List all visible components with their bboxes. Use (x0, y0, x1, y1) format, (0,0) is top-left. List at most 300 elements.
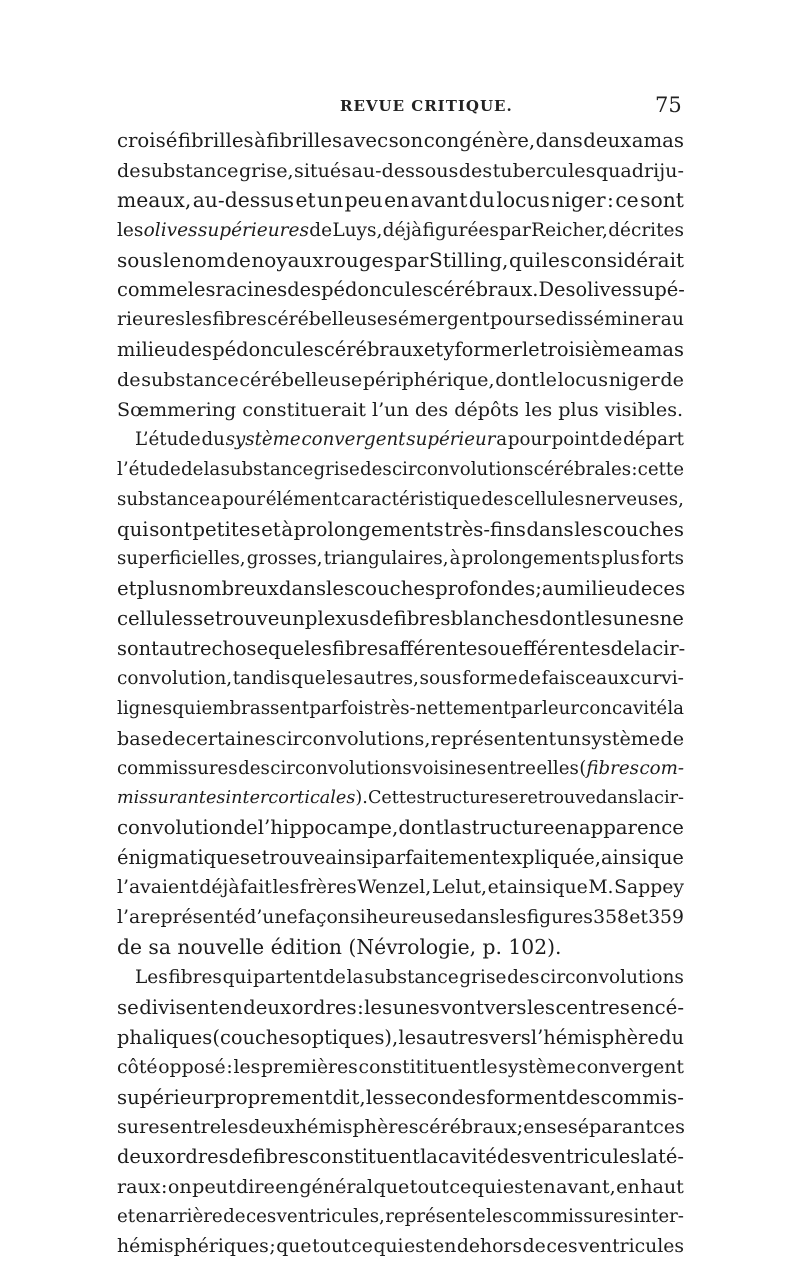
text-fragment: en (218, 995, 243, 1019)
text-fragment: vers (484, 995, 527, 1019)
text-fragment: très-nettement (373, 697, 511, 719)
text-fragment: en (275, 1175, 299, 1199)
text-fragment: système (498, 1056, 576, 1078)
text-fragment: ces (653, 1115, 685, 1139)
text-fragment: un (279, 607, 305, 631)
text-fragment: ce (449, 1175, 472, 1199)
word (117, 873, 199, 903)
word (164, 1142, 228, 1172)
text-fragment: de (228, 1145, 253, 1169)
text-fragment: par (499, 219, 531, 241)
word (531, 1023, 659, 1053)
text-fragment: couches (354, 577, 436, 601)
text-fragment: ce (351, 1235, 373, 1257)
text-fragment: tubercules (492, 158, 596, 182)
text-fragment: constitituent (358, 1056, 480, 1078)
text-fragment: qui (471, 1175, 503, 1199)
text-fragment: nombreux (178, 577, 279, 601)
text-fragment: se (117, 995, 139, 1019)
word (261, 515, 281, 545)
text-fragment: partent (252, 966, 323, 988)
word (372, 843, 500, 873)
text-line (117, 574, 684, 604)
text-fragment: unes (612, 607, 660, 631)
text-fragment: que (291, 668, 326, 690)
word (332, 216, 382, 246)
word (542, 574, 566, 604)
text-fragment: forts (640, 548, 684, 570)
word (364, 993, 392, 1023)
text-fragment: représente (385, 1206, 486, 1228)
text-fragment: blanches (450, 607, 540, 631)
word (536, 126, 583, 156)
text-fragment: sous (419, 668, 462, 690)
word (420, 664, 462, 694)
word (309, 694, 373, 724)
text-fragment: ventricules (578, 1235, 684, 1257)
text-fragment: en (616, 1175, 640, 1199)
text-fragment: les (398, 1025, 427, 1049)
text-fragment: et (487, 877, 507, 899)
word (168, 963, 221, 993)
text-fragment: avant, (556, 1175, 616, 1199)
word (233, 813, 257, 843)
text-fragment: la (443, 816, 462, 840)
word (323, 963, 346, 993)
word (117, 1112, 169, 1142)
word (398, 305, 490, 335)
text-fragment: dans (535, 129, 583, 152)
word (420, 1142, 438, 1172)
word (333, 1083, 366, 1113)
word (426, 1023, 489, 1053)
word (600, 425, 622, 455)
word (490, 305, 534, 335)
word (552, 873, 587, 903)
word (579, 694, 667, 724)
word (304, 634, 332, 664)
word (144, 216, 198, 246)
word (272, 873, 299, 903)
text-fragment: ventricules, (276, 1206, 385, 1228)
text-fragment: en (532, 1175, 556, 1199)
text-fragment: encé- (630, 995, 684, 1019)
word (117, 186, 191, 216)
text-fragment: départ (623, 428, 684, 450)
word (640, 186, 684, 216)
word (555, 993, 629, 1023)
word (579, 813, 684, 843)
word (169, 1112, 221, 1142)
text-fragment: représenté (140, 907, 245, 929)
word (149, 515, 192, 545)
text-fragment: en (523, 1115, 547, 1139)
word (248, 1112, 295, 1142)
text-fragment: et (117, 577, 137, 601)
word (276, 724, 431, 754)
text-fragment: Des (538, 278, 576, 302)
word (277, 1202, 385, 1232)
text-fragment: raux (117, 1175, 161, 1199)
text-fragment: se (240, 846, 262, 870)
text-fragment: les (185, 309, 213, 331)
text-line (117, 305, 684, 335)
text-line (117, 933, 684, 963)
word (512, 1202, 633, 1232)
word (117, 993, 139, 1023)
word (341, 485, 481, 515)
text-fragment: des (458, 158, 493, 182)
word (438, 1142, 497, 1172)
word (357, 993, 364, 1023)
text-fragment: que (373, 1175, 410, 1199)
text-fragment: ( (579, 757, 587, 779)
text-fragment: 359 (648, 907, 684, 929)
text-fragment: fibres (168, 966, 222, 988)
word (393, 993, 440, 1023)
text-fragment: olives (575, 278, 632, 302)
italic-fragment: olives (143, 219, 198, 241)
text-fragment: un (317, 187, 344, 212)
text-fragment: a (210, 488, 222, 510)
word (374, 1172, 410, 1202)
text-fragment: la (634, 637, 653, 661)
text-fragment: : (161, 1175, 168, 1199)
word (117, 156, 141, 186)
text-fragment: de (660, 368, 684, 392)
text-fragment: secondes (394, 1085, 486, 1109)
text-fragment: les (233, 1056, 261, 1078)
word (117, 544, 246, 574)
word (596, 784, 638, 814)
text-fragment: ainsi (601, 846, 648, 870)
word (247, 544, 323, 574)
word (117, 455, 181, 485)
text-fragment: superficielles, (117, 548, 246, 570)
text-fragment: des (497, 1145, 531, 1169)
word (389, 126, 424, 156)
text-fragment: amas (631, 129, 684, 152)
text-fragment: les (272, 877, 300, 899)
word (609, 365, 660, 395)
text-fragment: pour (507, 428, 551, 450)
text-fragment: l’a (117, 907, 141, 929)
word (253, 963, 322, 993)
text-fragment: en (135, 1206, 158, 1228)
text-fragment: si (350, 907, 366, 929)
text-fragment: grise (459, 966, 507, 988)
word (638, 784, 654, 814)
word (432, 873, 487, 903)
word (312, 1232, 351, 1262)
text-fragment: hémisphères (294, 1115, 419, 1139)
word (394, 1083, 486, 1113)
word (584, 604, 612, 634)
text-fragment: de (181, 458, 204, 480)
text-fragment: de (117, 158, 141, 182)
text-fragment: à (281, 517, 294, 541)
word (615, 186, 638, 216)
text-fragment: l’hémisphère (530, 1025, 659, 1049)
word (204, 455, 221, 485)
text-fragment: cérébelleuse (239, 368, 363, 392)
word (514, 485, 584, 515)
text-fragment: forment (486, 1085, 566, 1109)
word (532, 1172, 556, 1202)
word (251, 246, 323, 276)
word (556, 724, 581, 754)
text-fragment: frères (299, 877, 357, 899)
word (324, 335, 424, 365)
word (324, 246, 393, 276)
word (350, 903, 366, 933)
word (654, 784, 684, 814)
word (295, 186, 315, 216)
word (267, 305, 397, 335)
word (416, 784, 499, 814)
text-fragment: de (309, 219, 333, 241)
text-fragment: circonvolutions, (275, 726, 431, 750)
word (443, 335, 454, 365)
text-fragment: qui (117, 517, 149, 541)
word (630, 993, 684, 1023)
text-fragment: Cette (367, 787, 417, 808)
word (366, 1083, 394, 1113)
text-fragment: centres (555, 995, 630, 1019)
text-fragment: Sappey (614, 877, 684, 899)
text-fragment: le (163, 247, 182, 272)
text-fragment: expliquée, (499, 846, 601, 870)
text-fragment: ces (652, 577, 686, 601)
word (117, 126, 177, 156)
text-fragment: la (346, 966, 364, 988)
italic-fragment: supérieur (406, 428, 496, 450)
word (369, 604, 393, 634)
text-fragment: au (660, 309, 684, 331)
text-fragment: se (534, 309, 556, 331)
text-fragment: supérieur (117, 1085, 214, 1109)
word (542, 664, 630, 694)
text-fragment: la (637, 787, 655, 808)
text-fragment: embrassent (201, 697, 310, 719)
word (192, 515, 260, 545)
text-fragment: les (326, 577, 355, 601)
word (607, 186, 614, 216)
text-fragment: des (238, 757, 270, 779)
text-fragment: phaliques (117, 1025, 213, 1049)
text-fragment: avant (410, 187, 468, 212)
text-fragment: à (254, 129, 266, 152)
word (556, 305, 660, 335)
word (614, 873, 684, 903)
word (648, 843, 684, 873)
text-fragment: ne (659, 607, 684, 631)
text-fragment: constituent (308, 1145, 420, 1169)
text-fragment: de (660, 726, 684, 750)
word (394, 246, 428, 276)
text-fragment: l’hippocampe, (257, 816, 399, 840)
text-fragment: plus (136, 577, 179, 601)
word (632, 335, 683, 365)
word (269, 1232, 275, 1262)
text-fragment: Stilling, (429, 247, 509, 272)
word (419, 1112, 517, 1142)
word (253, 1142, 309, 1172)
text-fragment: milieu (117, 338, 178, 362)
word (631, 455, 637, 485)
text-fragment: Reicher, (531, 219, 608, 241)
word (611, 634, 635, 664)
word (163, 246, 181, 276)
word (449, 1172, 471, 1202)
word (240, 843, 261, 873)
text-fragment: à (449, 548, 461, 570)
text-fragment: et (117, 1206, 136, 1228)
word (117, 1083, 214, 1113)
word (117, 664, 232, 694)
word (629, 903, 648, 933)
word (186, 724, 276, 754)
text-fragment: trouve (214, 607, 280, 631)
word (117, 365, 141, 395)
word (661, 305, 684, 335)
word (309, 216, 332, 246)
word (444, 515, 526, 545)
word (488, 873, 507, 903)
text-fragment: locus (496, 187, 550, 212)
word (388, 634, 487, 664)
text-fragment: le (521, 338, 540, 362)
word (454, 335, 521, 365)
text-fragment: apparence (578, 816, 684, 840)
word (440, 993, 484, 1023)
word (423, 216, 499, 246)
text-fragment: dehors (456, 1235, 523, 1257)
text-fragment: pour (222, 488, 266, 510)
word (540, 365, 557, 395)
word (326, 574, 354, 604)
text-fragment: circonvolutions (270, 757, 412, 779)
word (299, 1172, 373, 1202)
word (523, 1112, 547, 1142)
text-fragment: les (541, 247, 571, 272)
text-fragment: en (554, 816, 579, 840)
text-fragment: énigmatique (117, 846, 240, 870)
text-line (117, 335, 684, 365)
text-fragment: sous (117, 247, 163, 272)
text-fragment: Les (135, 966, 168, 988)
text-fragment: son (388, 129, 424, 152)
word (542, 694, 579, 724)
text-fragment: niger (608, 368, 660, 392)
word (294, 156, 351, 186)
word (394, 604, 451, 634)
word (117, 903, 140, 933)
word (234, 1053, 261, 1083)
text-fragment: qui (508, 247, 542, 272)
text-fragment: opposé (158, 1056, 226, 1078)
word (254, 126, 266, 156)
word (275, 1172, 299, 1202)
text-fragment: fibrilles (266, 129, 343, 152)
text-fragment: de (518, 668, 541, 690)
text-fragment: nerveuses, (584, 488, 684, 510)
text-fragment: des (481, 488, 514, 510)
word (484, 993, 526, 1023)
text-fragment: ordres (164, 1145, 229, 1169)
word (568, 1112, 653, 1142)
text-fragment: périphérique, (362, 368, 495, 392)
word (364, 963, 458, 993)
word (623, 425, 684, 455)
running-head: REVUE CRITIQUE. (340, 97, 513, 115)
italic-fragment: missurantes (117, 787, 226, 808)
word (554, 813, 578, 843)
text-line (117, 1142, 684, 1172)
text-fragment: : (607, 187, 614, 212)
text-fragment: que (552, 877, 588, 899)
word (226, 784, 368, 814)
text-fragment: figures (526, 907, 593, 929)
word (360, 455, 392, 485)
word (424, 126, 535, 156)
word (585, 485, 684, 515)
text-fragment: chose (211, 637, 268, 661)
word (540, 335, 632, 365)
text-fragment: ainsi (506, 877, 552, 899)
text-fragment: laté- (640, 1145, 684, 1169)
text-fragment: dans (526, 517, 574, 541)
text-fragment: leur (542, 697, 580, 719)
text-segment: de sa nouvelle édition (Névrologie, p. 102). (117, 935, 562, 960)
word (314, 455, 360, 485)
text-fragment: du (468, 187, 495, 212)
text-line (117, 485, 684, 515)
text-fragment: système (581, 726, 661, 750)
text-fragment: que (276, 1235, 312, 1257)
word (542, 246, 571, 276)
text-fragment: cette (637, 458, 684, 480)
text-fragment: de (599, 428, 623, 450)
word (301, 425, 405, 455)
word (433, 1232, 456, 1262)
word (266, 485, 340, 515)
text-fragment: on (167, 1175, 192, 1199)
text-fragment: commis- (600, 1085, 684, 1109)
word (574, 515, 602, 545)
word (357, 873, 431, 903)
word (603, 515, 684, 545)
italic-fragment: supérieures (197, 219, 309, 241)
text-fragment: dont (539, 607, 585, 631)
text-fragment: et (423, 338, 444, 362)
text-fragment: de (117, 368, 141, 392)
word (178, 574, 279, 604)
text-fragment: deux (583, 129, 632, 152)
text-fragment: noyaux (251, 247, 324, 272)
text-fragment: les (304, 637, 332, 661)
text-fragment: les (117, 219, 144, 241)
word (459, 156, 492, 186)
word (158, 1053, 225, 1083)
word (601, 544, 640, 574)
text-fragment: pédoncules (212, 338, 324, 362)
text-line (117, 395, 684, 425)
text-fragment: côté (117, 1056, 158, 1078)
word (192, 1172, 236, 1202)
word (117, 813, 233, 843)
word (535, 574, 542, 604)
